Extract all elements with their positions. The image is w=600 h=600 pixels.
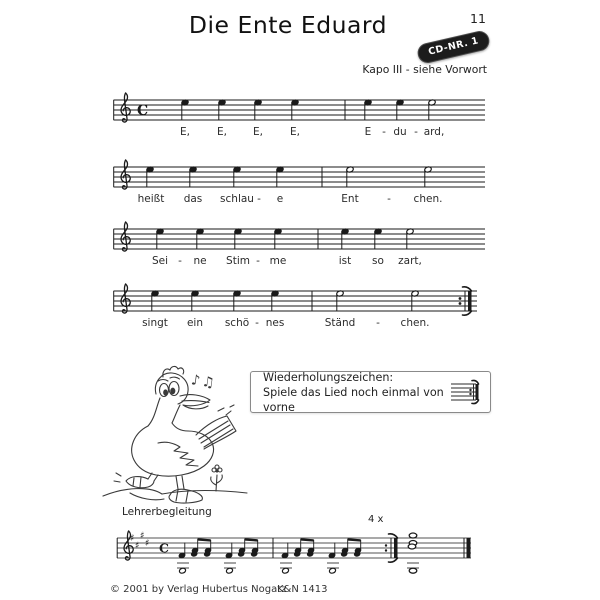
foot-motion-dashes bbox=[114, 473, 121, 482]
repeat-info-box bbox=[250, 371, 491, 413]
lyric-syllable: e bbox=[276, 193, 284, 205]
lyric-syllable: - bbox=[387, 193, 391, 205]
lyric-syllable: schlau bbox=[220, 193, 254, 205]
capo-note: Kapo III - siehe Vorwort bbox=[362, 63, 487, 76]
duck-pupil-left bbox=[164, 390, 168, 395]
lyric-syllable: E bbox=[364, 126, 372, 138]
wing-motion-dashes bbox=[218, 405, 234, 415]
repeat-sign-icon bbox=[450, 378, 482, 406]
copyright-text: © 2001 by Verlag Hubertus Nogatz bbox=[110, 584, 287, 595]
lyric-syllable: - bbox=[382, 126, 386, 138]
lyric-syllable: E, bbox=[217, 126, 227, 138]
lyric-syllable: zart, bbox=[398, 255, 422, 267]
dancing-duck-illustration bbox=[100, 363, 250, 508]
lyric-syllable: chen. bbox=[400, 317, 430, 329]
lyric-syllable: Sei bbox=[151, 255, 169, 267]
accompaniment-label: Lehrerbegleitung bbox=[122, 506, 212, 518]
lyric-syllable: ein bbox=[186, 317, 204, 329]
duck-right-leg bbox=[176, 476, 184, 489]
melody-staff-3 bbox=[113, 219, 493, 261]
lyric-syllable: heißt bbox=[137, 193, 165, 205]
page-title: Die Ente Eduard bbox=[188, 11, 388, 39]
repeat-box-text bbox=[263, 370, 450, 415]
accompaniment-staff-svg bbox=[110, 526, 490, 588]
sharp-sign: ♯ bbox=[144, 538, 150, 549]
duck-neck bbox=[148, 398, 180, 426]
sharp-sign: ♯ bbox=[139, 530, 145, 542]
lyric-syllable: chen. bbox=[413, 193, 443, 205]
duck-wing-zigzag bbox=[158, 442, 198, 466]
lyric-syllable: Stim bbox=[226, 255, 250, 267]
duck-brows bbox=[158, 377, 180, 381]
lyric-syllable: - bbox=[257, 193, 261, 205]
lyric-syllable: singt bbox=[142, 317, 168, 329]
time-signature: C bbox=[159, 540, 169, 556]
repeat-count-label: 4 x bbox=[368, 514, 384, 525]
lyric-syllable: E, bbox=[290, 126, 300, 138]
lyric-syllable: me bbox=[269, 255, 287, 267]
lyric-syllable: - bbox=[256, 255, 260, 267]
page-number: 11 bbox=[470, 11, 486, 26]
duck-beak bbox=[180, 395, 210, 409]
lyric-syllable: ard, bbox=[423, 126, 445, 138]
sharp-sign: ♯ bbox=[134, 540, 140, 552]
duck-pupil-right bbox=[171, 388, 175, 394]
lyric-syllable: so bbox=[372, 255, 384, 267]
lyric-syllable: - bbox=[178, 255, 182, 267]
cd-number-badge: CD-NR. 1 bbox=[416, 29, 492, 65]
flower-center bbox=[216, 470, 218, 472]
lyric-syllable: - bbox=[376, 317, 380, 329]
repeat-box-line2: Spiele das Lied noch einmal von vorne bbox=[263, 385, 444, 414]
lyric-syllable: ist bbox=[338, 255, 352, 267]
sharp-sign: ♯ bbox=[129, 533, 135, 544]
duck-raised-wing bbox=[196, 416, 236, 449]
duck-wing-feathers bbox=[199, 421, 233, 447]
lyric-syllable: E, bbox=[180, 126, 190, 138]
time-signature: C bbox=[137, 103, 149, 119]
lyric-syllable: ne bbox=[193, 255, 207, 267]
melody-staff-4 bbox=[113, 281, 493, 323]
lyric-syllable: schö bbox=[224, 317, 250, 329]
lyric-syllable: - bbox=[255, 317, 259, 329]
flower bbox=[211, 475, 223, 491]
lyric-syllable: Ständ bbox=[324, 317, 356, 329]
lyric-syllable: Ent bbox=[341, 193, 359, 205]
duck-body bbox=[132, 423, 214, 476]
flower-petal bbox=[215, 465, 219, 469]
lyric-syllable: du bbox=[393, 126, 407, 138]
repeat-box-line1: Wiederholungszeichen: bbox=[263, 370, 394, 384]
lyric-syllable: E, bbox=[253, 126, 263, 138]
lyric-syllable: das bbox=[183, 193, 203, 205]
eighth-notes-icon: ♪♫ bbox=[190, 372, 218, 392]
duck-left-foot bbox=[126, 477, 154, 488]
lyric-syllable: nes bbox=[265, 317, 285, 329]
catalog-number: K&N 1413 bbox=[277, 584, 328, 595]
lyric-syllable: - bbox=[414, 126, 418, 138]
